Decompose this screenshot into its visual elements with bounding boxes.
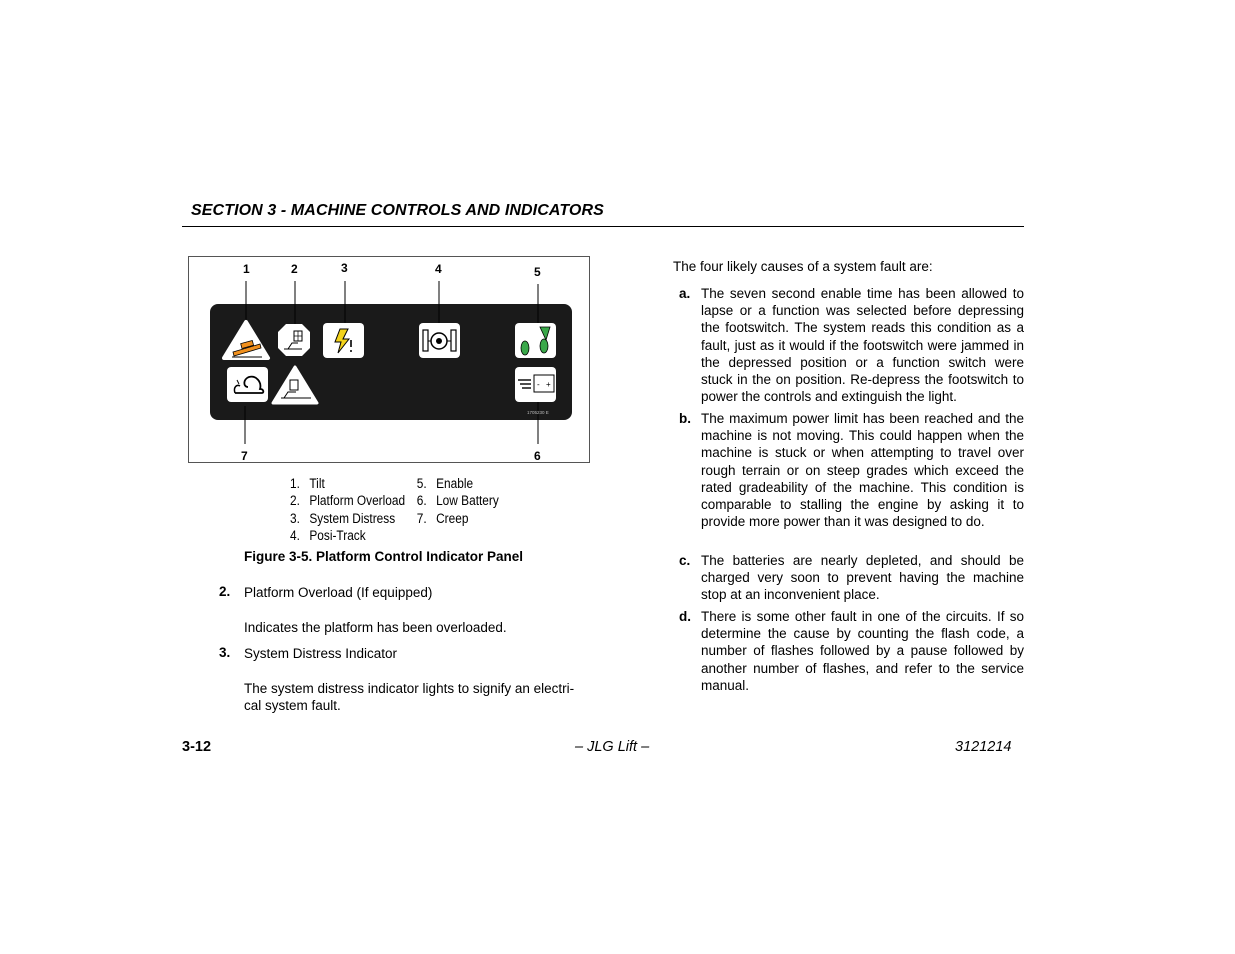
- callout-7: 7: [241, 449, 248, 463]
- cause-label: d.: [679, 609, 691, 624]
- cause-text: There is some other fault in one of the circuits. If so determine the cause by counting the flash code, a number of flashes followed by a pause followed by another number of flashes, and refer to the service manual.: [701, 609, 1024, 693]
- indicator-panel: [210, 304, 572, 420]
- legend-label: Creep: [436, 510, 469, 526]
- cause-label: a.: [679, 286, 691, 301]
- legend-label: System Distress: [309, 510, 396, 526]
- item-title: System Distress Indicator: [244, 646, 398, 661]
- page-number: 3-12: [182, 739, 212, 755]
- item-number: 3.: [219, 645, 231, 660]
- panel-code: 1705230 E: [527, 410, 549, 415]
- legend-item: [290, 492, 405, 509]
- item-description-line: cal system fault.: [244, 698, 341, 713]
- header-rule: [182, 226, 1024, 227]
- legend-label: Platform Overload: [309, 493, 406, 509]
- legend-num: 4.: [290, 527, 300, 543]
- enable-footswitch-icon: [515, 323, 556, 358]
- legend-num: 2.: [290, 493, 300, 509]
- legend-label: Posi-Track: [309, 527, 366, 543]
- cause-text: The seven second enable time has been allowed to lapse or a function was selected before depressing the footswitch. The system reads this condition as a fault, just as it would if the footswitch were jammed in the depressed position or a function switch were stuck in the on position. Re-depress the footswitch to power the controls and extinguish the light.: [701, 286, 1024, 405]
- legend-num: 7.: [416, 510, 427, 526]
- system-distress-icon: [323, 323, 364, 358]
- posi-track-icon: [419, 323, 460, 358]
- indicator-panel-figure: [188, 256, 590, 463]
- legend-item: [417, 510, 499, 527]
- figure-caption: Figure 3-5. Platform Control Indicator Panel: [244, 549, 524, 564]
- callout-5: 5: [534, 265, 541, 279]
- item-title: Platform Overload (If equipped): [244, 585, 433, 600]
- creep-snail-icon: [227, 367, 268, 402]
- low-battery-icon: [515, 367, 556, 402]
- legend-label: Low Battery: [436, 493, 499, 509]
- platform-overload-icon: [278, 324, 310, 356]
- section-title: SECTION 3 - MACHINE CONTROLS AND INDICATORS: [191, 202, 604, 219]
- item-number: 2.: [219, 584, 231, 599]
- document-number: 3121214: [955, 739, 1012, 755]
- legend-num: 3.: [290, 510, 300, 526]
- cause-label: b.: [679, 411, 691, 426]
- legend-num: 6.: [416, 493, 427, 509]
- item-description: Indicates the platform has been overloaded.: [244, 620, 507, 635]
- legend-num: 1.: [290, 476, 300, 491]
- item-description-line: The system distress indicator lights to signify an electri-: [244, 681, 575, 696]
- cause-label: c.: [679, 553, 691, 568]
- callout-4: 4: [435, 262, 442, 276]
- svg-text:+: +: [546, 380, 551, 389]
- legend-item: [417, 475, 499, 492]
- legend-label: Enable: [436, 476, 474, 491]
- callout-3: 3: [341, 261, 348, 275]
- svg-text:-: -: [537, 380, 540, 389]
- callout-6: 6: [534, 449, 541, 463]
- legend-item: [417, 492, 499, 509]
- legend-label: Tilt: [309, 476, 325, 491]
- causes-intro: The four likely causes of a system fault are:: [673, 259, 933, 274]
- legend-num: 5.: [416, 476, 427, 491]
- legend-item: [290, 527, 405, 544]
- callout-2: 2: [291, 262, 298, 276]
- legend-item: [290, 510, 405, 527]
- footer-title: – JLG Lift –: [575, 739, 650, 755]
- cause-text: The maximum power limit has been reached and the machine is not moving. This could happen when the machine is stuck or when attempting to travel over rough terrain or on steep grades which exceed the rated gradeability of the machine. This condition is comparable to stalling the engine by asking it to provide more power than it was designed to do.: [701, 411, 1024, 530]
- legend-item: [290, 475, 405, 492]
- cause-text: The batteries are nearly depleted, and should be charged very soon to prevent having the machine stop at an inconvenient place.: [701, 553, 1024, 603]
- callout-1: 1: [243, 262, 250, 276]
